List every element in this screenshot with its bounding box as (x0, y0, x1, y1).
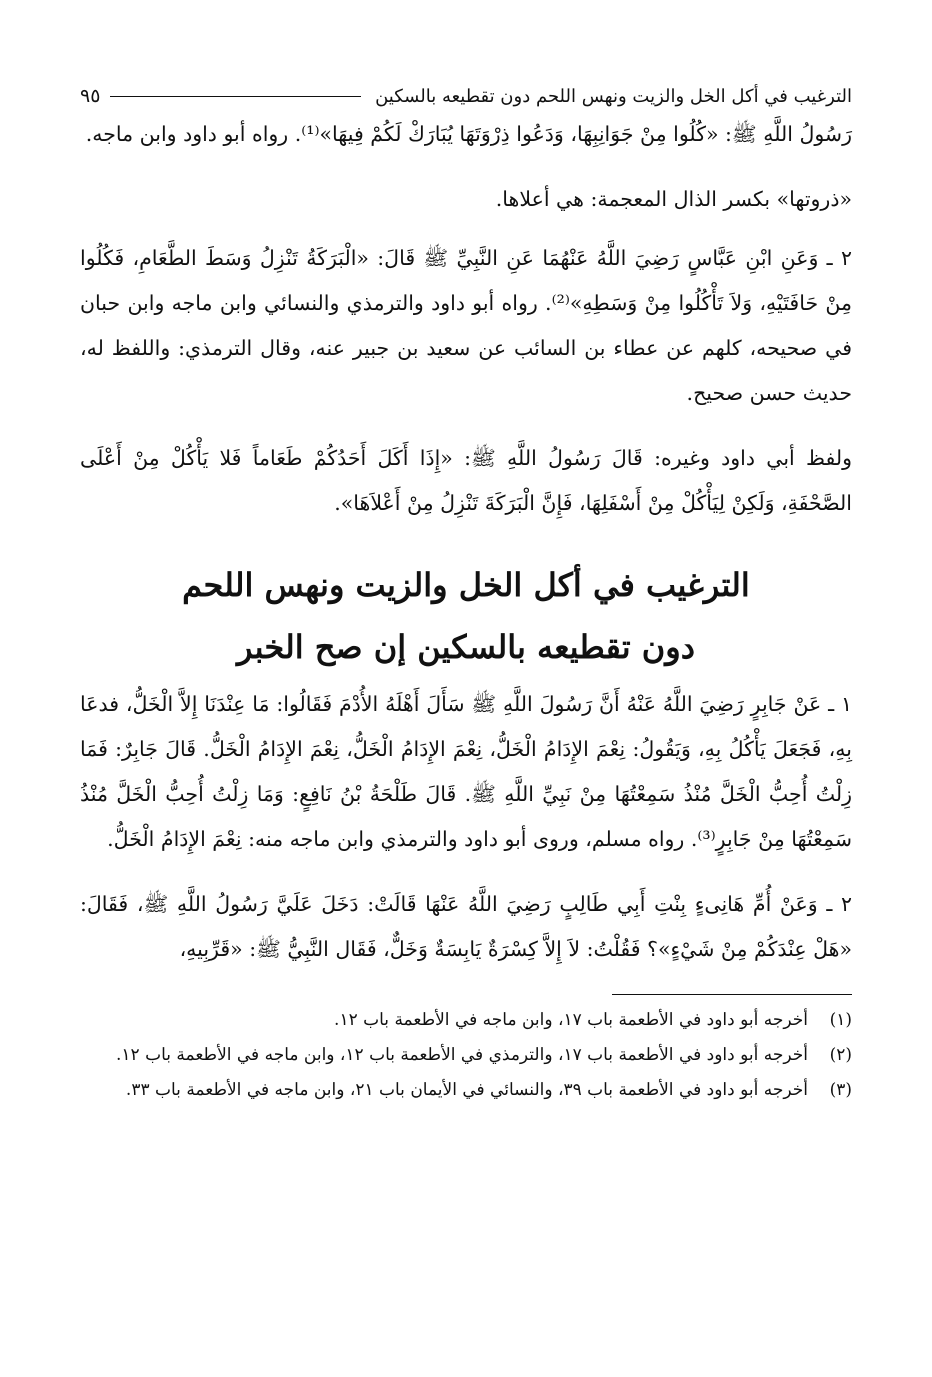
header-rule (110, 96, 361, 97)
page-number: ٩٥ (80, 85, 101, 107)
footnote-text: أخرجه أبو داود في الأطعمة باب ١٧، وابن ماجه في الأطعمة باب ١٢. (334, 1010, 808, 1030)
footnote-text: أخرجه أبو داود في الأطعمة باب ١٧، والترمذي في الأطعمة باب ١٢، وابن ماجه في الأطعمة باب ١٢. (116, 1045, 808, 1065)
hadith-continuation-paragraph: رَسُولُ اللَّهِ ﷺ: «كُلُوا مِنْ جَوَانِبِهَا، وَدَعُوا ذِرْوَتَهَا يُبَارَكْ لَكُمْ فِيهَا»⁽¹⁾. رواه أبو داود وابن ماجه. (85, 122, 852, 146)
footnote-item (80, 1075, 852, 1106)
footnote-number: (١) (829, 1010, 852, 1030)
chapter-text (80, 682, 852, 972)
footnote-number: (٣) (829, 1080, 852, 1100)
hadith-paragraph-umm-hani: ٢ ـ وَعَنْ أُمِّ هَانِىءٍ بِنْتِ أَبِي طَالِبٍ رَضِيَ اللَّهُ عَنْهَا قَالَتْ: دَخَلَ عَلَيَّ رَسُولُ اللَّهِ ﷺ، فَقَالَ: «هَلْ عِنْدَكُمْ مِنْ شَيْءٍ»؟ فَقُلْتُ: لاَ إِلاَّ كِسْرَةٌ يَابِسَةٌ وَخَلٌّ، فَقَال النَّبِيُّ ﷺ: «قَرِّبِيهِ، (80, 892, 852, 961)
footnote-divider (612, 994, 852, 995)
main-text (80, 112, 852, 526)
book-page (80, 80, 852, 1320)
chapter-title-line-1: الترغيب في أكل الخل والزيت ونهس اللحم (182, 566, 750, 604)
footnote-item (80, 1005, 852, 1036)
running-title: الترغيب في أكل الخل والزيت ونهس اللحم دون تقطيعه بالسكين (375, 85, 852, 107)
variant-wording-paragraph: ولفظ أبي داود وغيره: قَالَ رَسُولُ اللَّهِ ﷺ: «إِذَا أَكَلَ أَحَدُكُمْ طَعَاماً فَلا يَأْكُلْ مِنْ أَعْلَى الصَّحْفَةِ، وَلَكِنْ لِيَأْكُلْ مِنْ أَسْفَلِهَا، فَإِنَّ الْبَرَكَةَ تَنْزِلُ مِنْ أَعْلاَهَا». (80, 446, 852, 515)
running-header (80, 80, 852, 112)
hadith-paragraph-jabir: ١ ـ عَنْ جَابِرٍ رَضِيَ اللَّهُ عَنْهُ أَنَّ رَسُولَ اللَّهِ ﷺ سَأَلَ أَهْلَهُ الأُدْمَ فَقَالُوا: مَا عِنْدَنَا إِلاَّ الْخَلُّ، فدعَا بِهِ، فَجَعَلَ يَأْكُلُ بِهِ، وَيَقُولُ: نِعْمَ الإِدَامُ الْخَلُّ، نِعْمَ الإِدَامُ الْخَلُّ، نِعْمَ الإِدَامُ الْخَلُّ. قَالَ جَابِرٌ: فَمَا زِلْتُ أُحِبُّ الْخَلَّ مُنْذُ سَمِعْتُهَا مِنْ نَبِيِّ اللَّهِ ﷺ. قَالَ طَلْحَةُ بْنُ نَافِعٍ: وَمَا زِلْتُ أُحِبُّ الْخَلَّ مُنْذُ سَمِعْتُهَا مِنْ جَابِرٍ⁽³⁾. رواه مسلم، وروى أبو داود والترمذي وابن ماجه منه: نِعْمَ الإِدَامُ الْخَلُّ. (80, 692, 852, 851)
chapter-title (80, 554, 852, 678)
explanation-paragraph: «ذروتها» بكسر الذال المعجمة: هي أعلاها. (495, 187, 852, 211)
hadith-paragraph-2: ٢ ـ وَعَنِ ابْنِ عَبَّاسٍ رَضِيَ اللَّهُ عَنْهُمَا عَنِ النَّبِيِّ ﷺ قَالَ: «الْبَرَكَةُ تَنْزِلُ وَسَطَ الطَّعَامِ، فَكُلُوا مِنْ حَافَتَيْهِ، وَلاَ تَأْكُلُوا مِنْ وَسَطِهِ»⁽²⁾. رواه أبو داود والترمذي والنسائي وابن ماجه وابن حبان في صحيحه، كلهم عن عطاء بن السائب عن سعيد بن جبير عنه، وقال الترمذي: واللفظ له، حديث حسن صحيح. (80, 246, 852, 405)
footnote-number: (٢) (829, 1045, 852, 1065)
footnote-text: أخرجه أبو داود في الأطعمة باب ٣٩، والنسائي في الأيمان باب ٢١، وابن ماجه في الأطعمة باب ٣٣. (125, 1080, 808, 1100)
footnotes (80, 1005, 852, 1106)
chapter-title-line-2: دون تقطيعه بالسكين إن صح الخبر (237, 628, 695, 666)
footnote-item (80, 1040, 852, 1071)
